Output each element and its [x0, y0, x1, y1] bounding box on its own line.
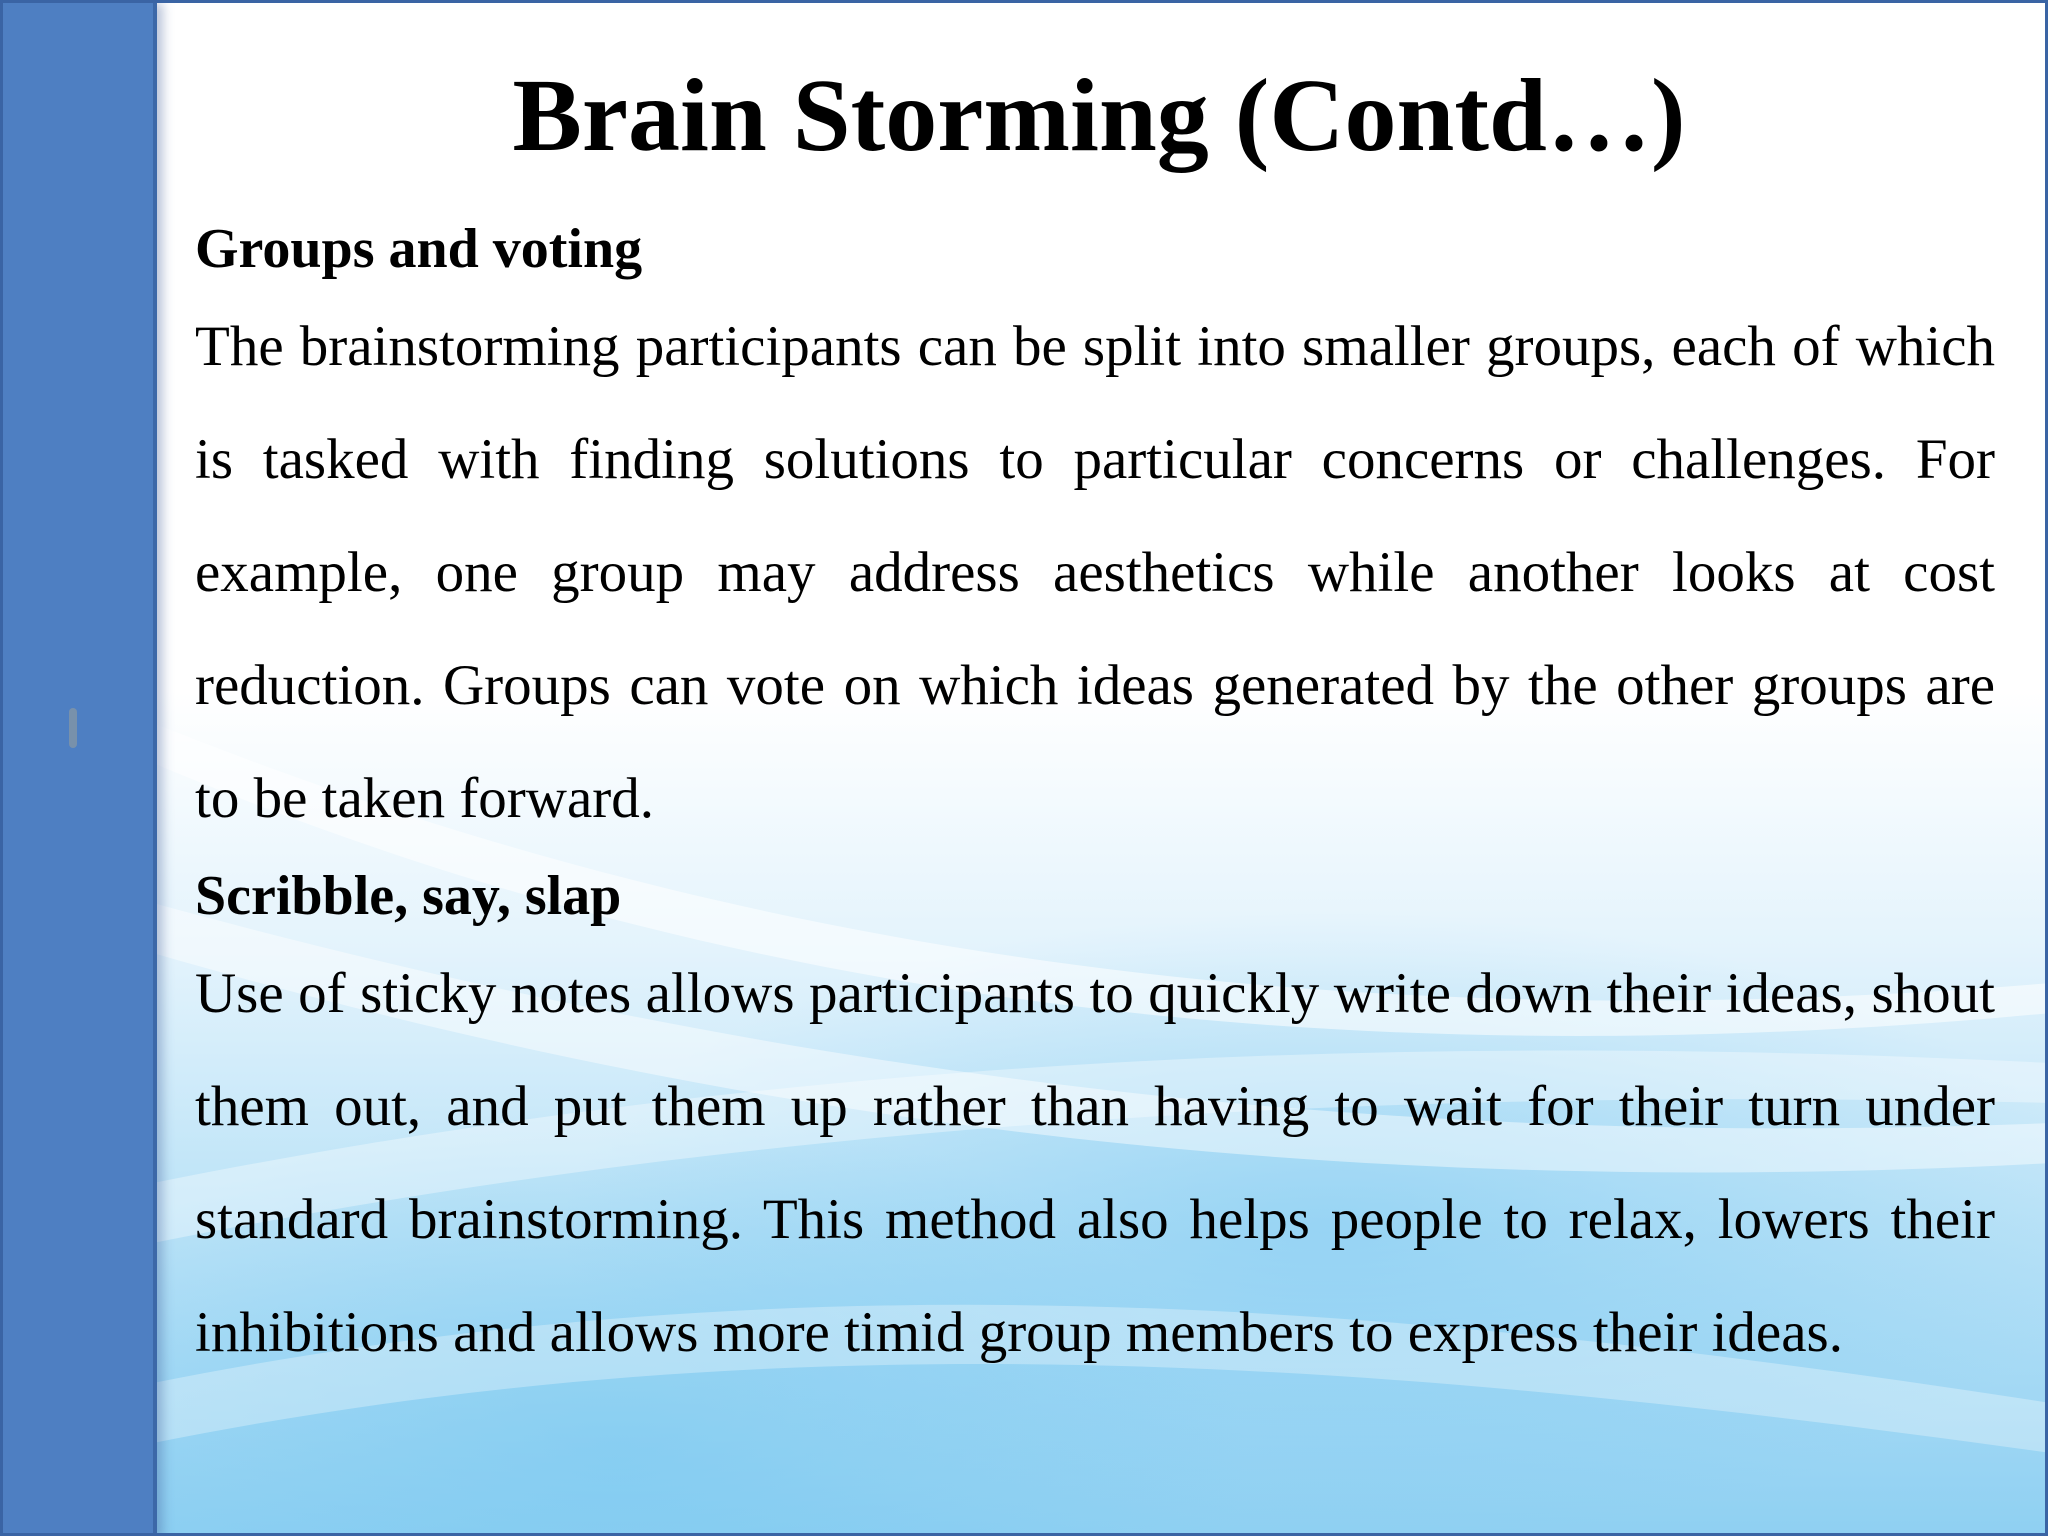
section-body-scribble-say-slap: Use of sticky notes allows participants to quickly write down their ideas, shout them out, and put them up rather than having to wait for their turn under standard brainstorming. This method also helps people to relax, lowers their inhibitions and allows more timid group members to express their ideas.: [195, 962, 1995, 1364]
slide-title: Brain Storming (Contd…): [512, 58, 1686, 173]
sidebar-mark: [69, 708, 77, 748]
section-body-groups-and-voting: The brainstorming participants can be split into smaller groups, each of which is tasked with finding solutions to particular concerns or challenges. For example, one group may address aesthetics while another looks at cost reduction. Groups can vote on which ideas generated by the other groups are to be taken forward.: [195, 315, 1995, 830]
sidebar-bar: [3, 3, 157, 1536]
section-heading-groups-and-voting: Groups and voting: [195, 218, 643, 280]
slide-content: [195, 208, 1995, 1389]
section-heading-scribble-say-slap: Scribble, say, slap: [195, 865, 622, 927]
